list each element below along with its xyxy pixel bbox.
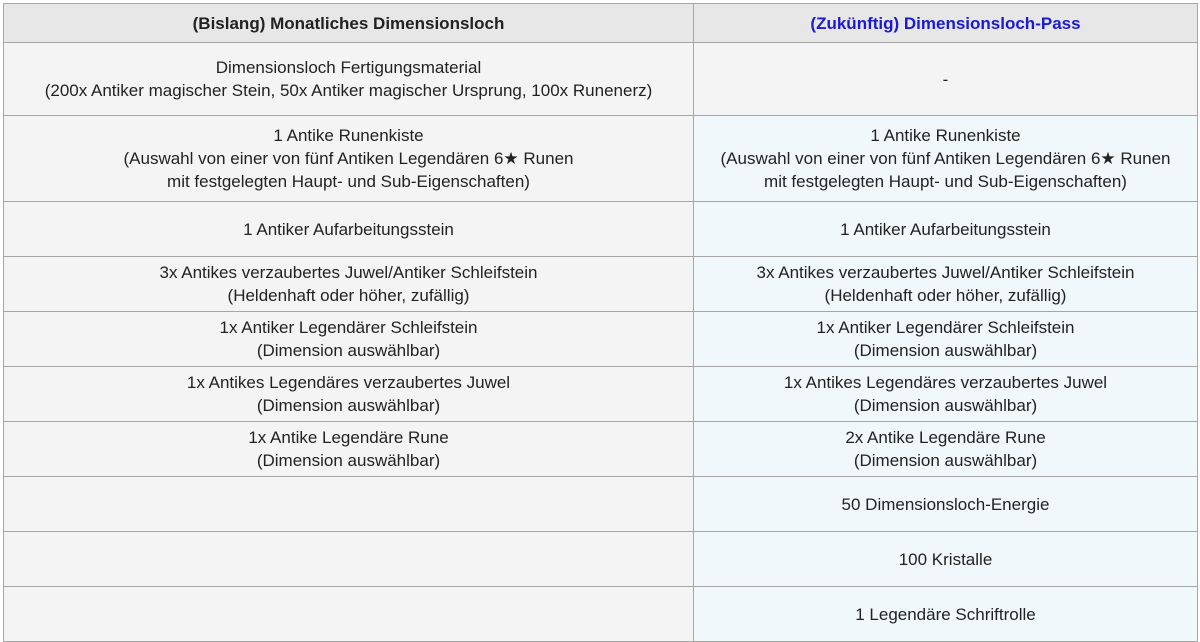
future-cell <box>694 43 1198 116</box>
cell-line: mit festgelegten Haupt- und Sub-Eigenschaften) <box>167 172 530 191</box>
cell-line: 3x Antikes verzaubertes Juwel/Antiker Schleifstein <box>756 263 1135 282</box>
cell-line: 1x Antiker Legendärer Schleifstein <box>219 318 478 337</box>
table-row <box>4 587 1198 642</box>
current-cell <box>4 367 694 422</box>
cell-line: mit festgelegten Haupt- und Sub-Eigenschaften) <box>764 172 1127 191</box>
current-cell <box>4 422 694 477</box>
cell-line: Dimensionsloch Fertigungsmaterial <box>215 58 482 77</box>
table-row <box>4 477 1198 532</box>
cell-line: (Dimension auswählbar) <box>256 451 441 470</box>
future-cell-new-reward <box>694 477 1198 532</box>
future-cell <box>694 116 1198 202</box>
future-cell <box>694 367 1198 422</box>
cell-line: 1x Antike Legendäre Rune <box>248 428 449 447</box>
cell-line: 1 Antike Runenkiste <box>273 126 424 145</box>
table-row <box>4 312 1198 367</box>
header-current: (Bislang) Monatliches Dimensionsloch <box>4 4 694 43</box>
cell-line: (Auswahl von einer von fünf Antiken Legendären 6★ Runen <box>720 149 1171 168</box>
cell-line: (Dimension auswählbar) <box>256 396 441 415</box>
cell-line: 1 Antiker Aufarbeitungsstein <box>243 219 454 239</box>
cell-line: (Dimension auswählbar) <box>256 341 441 360</box>
future-cell <box>694 422 1198 477</box>
cell-line: 100 Kristalle <box>898 549 993 569</box>
future-cell-new-reward <box>694 587 1198 642</box>
future-cell <box>694 202 1198 257</box>
current-cell-empty <box>4 477 694 532</box>
table-row <box>4 116 1198 202</box>
table-row <box>4 532 1198 587</box>
current-cell <box>4 312 694 367</box>
cell-line: 1x Antiker Legendärer Schleifstein <box>816 318 1075 337</box>
future-cell <box>694 257 1198 312</box>
cell-line: 1 Legendäre Schriftrolle <box>855 604 1036 624</box>
current-cell <box>4 202 694 257</box>
current-cell <box>4 43 694 116</box>
cell-line: 50 Dimensionsloch-Energie <box>841 494 1050 514</box>
table-row <box>4 367 1198 422</box>
current-cell-empty <box>4 587 694 642</box>
header-future: (Zukünftig) Dimensionsloch-Pass <box>694 4 1198 43</box>
table-row <box>4 43 1198 116</box>
future-cell <box>694 312 1198 367</box>
cell-line: 3x Antikes verzaubertes Juwel/Antiker Schleifstein <box>159 263 538 282</box>
cell-line: (Heldenhaft oder höher, zufällig) <box>227 286 470 305</box>
table-row <box>4 422 1198 477</box>
cell-line: (200x Antiker magischer Stein, 50x Antiker magischer Ursprung, 100x Runenerz) <box>44 81 653 100</box>
cell-line: 1 Antike Runenkiste <box>870 126 1021 145</box>
cell-line: - <box>942 69 949 89</box>
cell-line: 2x Antike Legendäre Rune <box>845 428 1046 447</box>
cell-line: (Dimension auswählbar) <box>853 451 1038 470</box>
table-row <box>4 257 1198 312</box>
cell-line: (Dimension auswählbar) <box>853 396 1038 415</box>
cell-line: 1x Antikes Legendäres verzaubertes Juwel <box>186 373 511 392</box>
cell-line: (Dimension auswählbar) <box>853 341 1038 360</box>
cell-line: 1 Antiker Aufarbeitungsstein <box>840 219 1051 239</box>
current-cell-empty <box>4 532 694 587</box>
cell-line: (Heldenhaft oder höher, zufällig) <box>824 286 1067 305</box>
current-cell <box>4 116 694 202</box>
table-row <box>4 202 1198 257</box>
cell-line: 1x Antikes Legendäres verzaubertes Juwel <box>783 373 1108 392</box>
reward-comparison-table <box>3 3 1198 642</box>
future-cell-new-reward <box>694 532 1198 587</box>
header-row <box>4 4 1198 43</box>
cell-line: (Auswahl von einer von fünf Antiken Legendären 6★ Runen <box>123 149 574 168</box>
current-cell <box>4 257 694 312</box>
